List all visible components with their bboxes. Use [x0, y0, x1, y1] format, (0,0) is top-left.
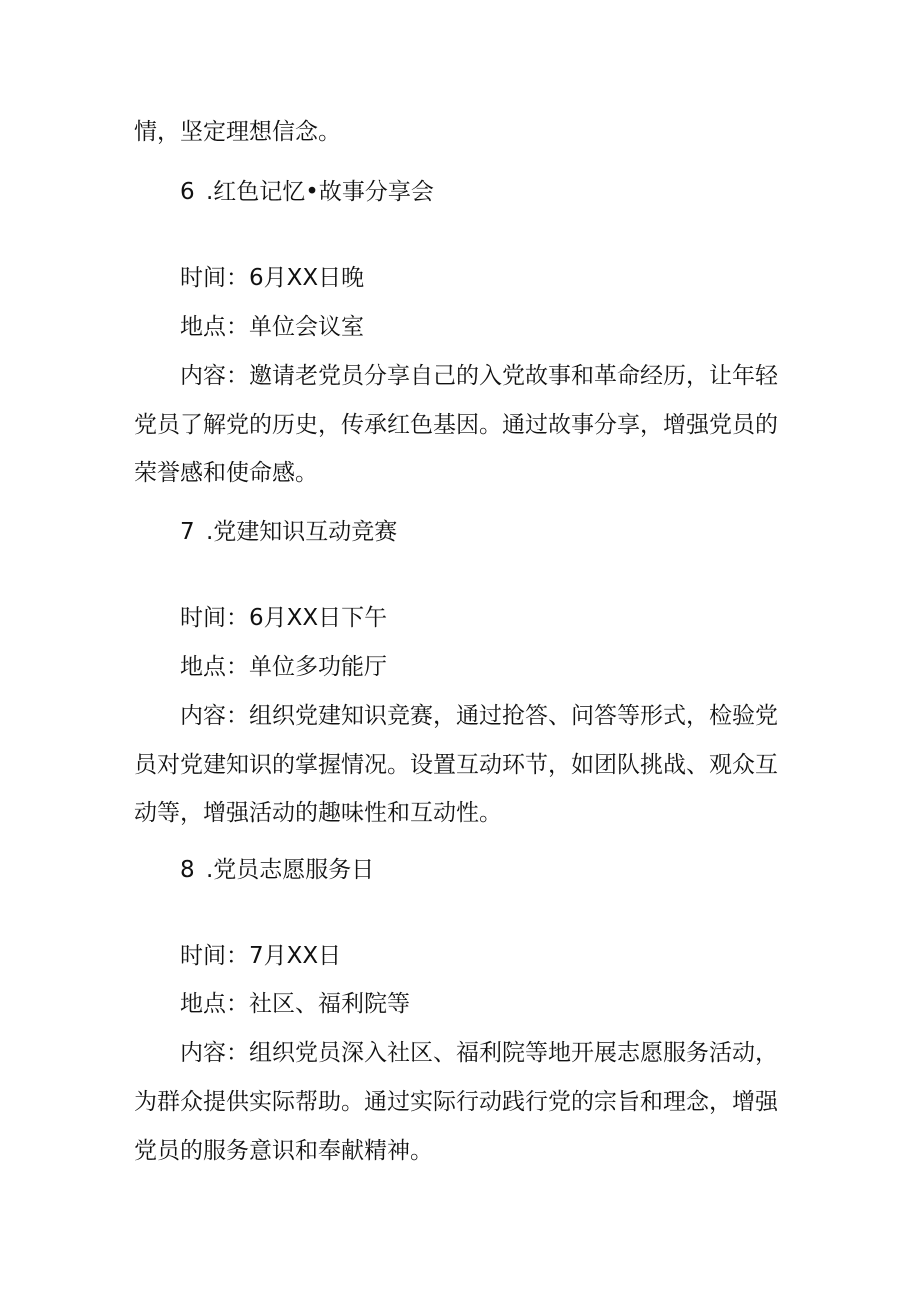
section-8-content-line-3: 党员的服务意识和奉献精神。 [134, 1138, 433, 1164]
section-number: 8 [180, 857, 195, 883]
section-title: .红色记忆•故事分享会 [206, 179, 434, 205]
section-6-content-line-2: 党员了解党的历史，传承红色基因。通过故事分享，增强党员的 [134, 412, 778, 438]
section-number: 7 [180, 519, 195, 545]
section-title: .党建知识互动竞赛 [206, 519, 398, 545]
section-6-place: 地点：单位会议室 [180, 314, 364, 340]
section-number: 6 [180, 179, 195, 205]
section-title: .党员志愿服务日 [206, 857, 375, 883]
section-8-time: 时间：7月XX日 [180, 943, 342, 969]
section-7-content-line-2: 员对党建知识的掌握情况。设置互动环节，如团队挑战、观众互 [134, 752, 778, 778]
section-8-place: 地点：社区、福利院等 [180, 991, 410, 1017]
section-6-time: 时间：6月XX日晚 [180, 265, 365, 291]
section-6-content-line-1: 内容：邀请老党员分享自己的入党故事和革命经历，让年轻 [180, 363, 778, 389]
section-7-place: 地点：单位多功能厅 [180, 654, 387, 680]
section-7-time: 时间：6月XX日下午 [180, 605, 388, 631]
section-heading-6 [0, 176, 920, 208]
section-8-content-line-1: 内容：组织党员深入社区、福利院等地开展志愿服务活动， [180, 1040, 778, 1066]
section-6-content-line-3: 荣誉感和使命感。 [134, 460, 318, 486]
section-7-content-line-1: 内容：组织党建知识竞赛，通过抢答、问答等形式，检验党 [180, 703, 778, 729]
section-8-content-line-2: 为群众提供实际帮助。通过实际行动践行党的宗旨和理念，增强 [134, 1089, 778, 1115]
continuation-text: 情，坚定理想信念。 [134, 119, 341, 145]
section-heading-7 [0, 516, 920, 548]
section-7-content-line-3: 动等，增强活动的趣味性和互动性。 [134, 800, 502, 826]
section-heading-8 [0, 854, 920, 886]
